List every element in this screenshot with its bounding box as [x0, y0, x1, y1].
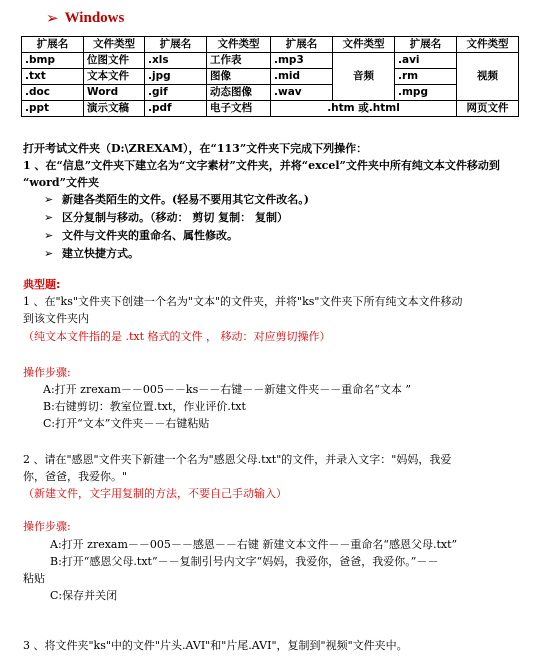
audio-cell: 音频: [333, 53, 395, 101]
arrow-bullet-icon: ➢: [44, 211, 54, 224]
table-cell: 演示文稿: [84, 101, 145, 117]
question-2-note: （新建文件，文字用复制的方法，不要自己手动输入）: [23, 487, 287, 500]
table-cell: 电子文档: [207, 101, 271, 117]
table-cell: .mp3: [271, 53, 333, 69]
file-extension-table: [21, 36, 519, 117]
table-row: [22, 101, 519, 117]
bullet-text: 新建各类陌生的文件。(轻易不要用其它文件改名。): [62, 193, 309, 206]
question-2-line-1: 2 、请在"感恩"文件夹下新建一个名为"感恩父母.txt"的文件，并录入文字："妈妈，我爱: [23, 453, 452, 466]
table-cell: .doc: [22, 85, 84, 101]
question-1-note: （纯文本文件指的是 .txt 格式的文件 ， 移动：对应剪切操作）: [23, 330, 331, 343]
table-header-cell: 文件类型: [84, 37, 145, 53]
typical-heading: 典型题:: [23, 278, 61, 291]
table-cell: .rm: [395, 69, 457, 85]
question-3-line-1: 3 、将文件夹"ks"中的文件"片头.AVI"和"片尾.AVI"，复制到"视频"文件夹中。: [23, 639, 408, 652]
question-2-step-a: A:打开 zrexam－－005－－感恩－－右键 新建文本文件－－重命名“感恩父母.txt”: [50, 538, 458, 551]
question-2-line-2: 你，爸爸，我爱你。": [23, 470, 128, 483]
bullet-text: 文件与文件夹的重命名、属性修改。: [62, 229, 238, 242]
arrow-bullet-icon: ➢: [44, 247, 54, 260]
question-1-step-a: A:打开 zrexam－－005－－ks－－右键－－新建文件夹－－重命名“文本 ”: [43, 383, 411, 396]
table-cell: .pdf: [145, 101, 207, 117]
bullet-item: [44, 227, 238, 243]
steps-heading: 操作步骤:: [23, 366, 71, 379]
question-1-step-b: B:右键剪切：教室位置.txt，作业评价.txt: [43, 400, 246, 413]
table-cell: .jpg: [145, 69, 207, 85]
intro-line-3: “word”文件夹: [23, 176, 99, 189]
bullet-item: [44, 191, 309, 207]
table-cell: 位图文件: [84, 53, 145, 69]
question-2-step-b-line-2: 粘贴: [23, 572, 45, 585]
table-row: [22, 69, 519, 85]
question-1-step-c: C:打开“文本”文件夹－－右键粘贴: [43, 417, 210, 430]
table-cell: 文本文件: [84, 69, 145, 85]
table-header-cell: 文件类型: [333, 37, 395, 53]
intro-line-1: 打开考试文件夹（D:\ZREXAM），在“113”文件夹下完成下列操作：: [23, 142, 368, 155]
table-header-cell: 扩展名: [395, 37, 457, 53]
table-row: [22, 53, 519, 69]
question-2-step-b-line-1: B:打开“感恩父母.txt”－－复制引号内文字“妈妈，我爱你，爸爸，我爱你。”－－: [50, 555, 439, 568]
bullet-text: 建立快捷方式。: [62, 247, 139, 260]
web-cell: 网页文件: [457, 101, 519, 117]
bullet-item: [44, 209, 288, 225]
table-cell: .xls: [145, 53, 207, 69]
table-cell: 图像: [207, 69, 271, 85]
arrow-bullet-icon: ➢: [46, 9, 59, 27]
table-header-cell: 文件类型: [457, 37, 519, 53]
question-2-step-c: C:保存并关闭: [50, 589, 118, 602]
table-cell: Word: [84, 85, 145, 101]
arrow-bullet-icon: ➢: [44, 193, 54, 206]
table-header-cell: 文件类型: [207, 37, 271, 53]
htm-cell: .htm 或.html: [271, 101, 457, 117]
table-cell: 工作表: [207, 53, 271, 69]
table-cell: .mpg: [395, 85, 457, 101]
section-title-text: Windows: [64, 9, 125, 26]
section-title: [46, 8, 124, 28]
table-cell: .mid: [271, 69, 333, 85]
table-header-cell: 扩展名: [145, 37, 207, 53]
table-cell: .avi: [395, 53, 457, 69]
steps-heading-2: 操作步骤:: [23, 520, 71, 533]
table-header-cell: 扩展名: [22, 37, 84, 53]
bullet-item: [44, 245, 139, 261]
table-header-cell: 扩展名: [271, 37, 333, 53]
table-cell: .ppt: [22, 101, 84, 117]
table-cell: .wav: [271, 85, 333, 101]
table-cell: .txt: [22, 69, 84, 85]
table-cell: .bmp: [22, 53, 84, 69]
table-cell: .gif: [145, 85, 207, 101]
arrow-bullet-icon: ➢: [44, 229, 54, 242]
table-row: [22, 85, 519, 101]
bullet-text: 区分复制与移动。（移动： 剪切 复制： 复制）: [62, 211, 288, 224]
table-cell: 动态图像: [207, 85, 271, 101]
intro-line-2: 1 、在“信息”文件夹下建立名为“文字素材”文件夹，并将“excel”文件夹中所有纯文本文件移动到: [23, 159, 500, 172]
video-cell: 视频: [457, 53, 519, 101]
question-1-line-1: 1 、在"ks"文件夹下创建一个名为"文本"的文件夹，并将"ks"文件夹下所有纯文本文件移动: [23, 295, 463, 308]
table-header-row: [22, 37, 519, 53]
question-1-line-2: 到该文件夹内: [23, 312, 89, 325]
